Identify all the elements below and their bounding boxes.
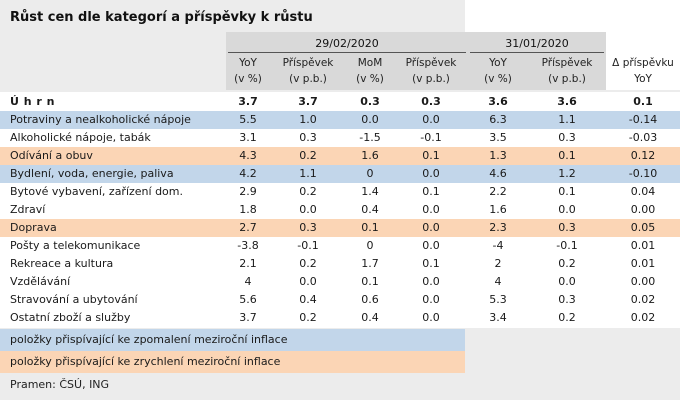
value-cell: -3.8 [237, 239, 259, 252]
row-label: Pošty a telekomunikace [10, 239, 141, 252]
value-cell: 0.1 [422, 149, 440, 162]
value-cell: 0.1 [422, 185, 440, 198]
value-cell: 0.0 [299, 275, 317, 288]
period-label-2: 31/01/2020 [505, 37, 569, 50]
value-cell: 0.0 [558, 203, 576, 216]
value-cell: 0.0 [422, 311, 440, 324]
value-cell: 0.4 [361, 311, 379, 324]
value-cell: -0.10 [628, 167, 658, 180]
table-row [0, 291, 680, 309]
value-cell: 0.0 [361, 113, 379, 126]
row-label: Ú h r n [10, 95, 56, 108]
value-cell: -0.1 [297, 239, 319, 252]
table-row [0, 147, 680, 165]
value-cell: 0.3 [421, 95, 441, 108]
value-cell: 1.1 [299, 167, 317, 180]
value-cell: 4.3 [239, 149, 257, 162]
value-cell: -0.14 [628, 113, 658, 126]
value-cell: 1.4 [361, 185, 379, 198]
row-label: Rekreace a kultura [10, 257, 114, 270]
value-cell: 1.3 [489, 149, 507, 162]
value-cell: 0.2 [299, 257, 317, 270]
value-cell: 4.2 [239, 167, 257, 180]
value-cell: 1.6 [361, 149, 379, 162]
column-header: Δ příspěvku YoY [612, 57, 674, 85]
value-cell: 0.0 [422, 113, 440, 126]
value-cell: 3.1 [239, 131, 257, 144]
value-cell: 3.5 [489, 131, 507, 144]
table-row [0, 183, 680, 201]
value-cell: 0.1 [558, 185, 576, 198]
value-cell: 1.1 [558, 113, 576, 126]
row-label: Ostatní zboží a služby [10, 311, 131, 324]
value-cell: -0.1 [556, 239, 578, 252]
value-cell: 0.3 [558, 293, 576, 306]
value-cell: 3.4 [489, 311, 507, 324]
value-cell: 0.1 [361, 275, 379, 288]
value-cell: 0.4 [299, 293, 317, 306]
value-cell: 0.0 [422, 275, 440, 288]
value-cell: -0.03 [628, 131, 658, 144]
value-cell: 1.7 [361, 257, 379, 270]
value-cell: 0.0 [422, 293, 440, 306]
value-cell: 1.0 [299, 113, 317, 126]
value-cell: -1.5 [359, 131, 381, 144]
value-cell: 0.2 [299, 185, 317, 198]
value-cell: 0.01 [630, 239, 656, 252]
value-cell: 2.1 [239, 257, 257, 270]
source-note: Pramen: ČSÚ, ING [10, 378, 110, 391]
value-cell: 5.3 [489, 293, 507, 306]
column-header: YoY (v %) [484, 57, 512, 85]
table-row [0, 237, 680, 255]
value-cell: 0.04 [630, 185, 656, 198]
value-cell: 3.7 [238, 95, 258, 108]
row-label: Doprava [10, 221, 57, 234]
row-label: Odívání a obuv [10, 149, 93, 162]
value-cell: 0.02 [630, 293, 656, 306]
value-cell: 0.3 [299, 131, 317, 144]
value-cell: 1.6 [489, 203, 507, 216]
row-label: Stravování a ubytování [10, 293, 138, 306]
table-row [0, 93, 680, 111]
column-header: Příspěvek (v p.b.) [282, 57, 334, 85]
value-cell: 5.5 [239, 113, 257, 126]
value-cell: 0.02 [630, 311, 656, 324]
value-cell: 0.0 [422, 239, 440, 252]
table-row [0, 165, 680, 183]
value-cell: 0.0 [299, 203, 317, 216]
period-divider-2 [470, 52, 604, 53]
value-cell: 2.9 [239, 185, 257, 198]
table-row [0, 111, 680, 129]
value-cell: 3.7 [239, 311, 257, 324]
legend-item: položky přispívající ke zpomalení meziroční inflace [0, 329, 465, 351]
value-cell: 4 [244, 275, 252, 288]
table-row [0, 129, 680, 147]
value-cell: 0.0 [558, 275, 576, 288]
value-cell: 0.05 [630, 221, 656, 234]
value-cell: 0.3 [360, 95, 380, 108]
table-row [0, 309, 680, 327]
value-cell: 6.3 [489, 113, 507, 126]
value-cell: 0.01 [630, 257, 656, 270]
value-cell: 0.2 [558, 257, 576, 270]
value-cell: 0.0 [422, 203, 440, 216]
value-cell: 1.8 [239, 203, 257, 216]
row-label: Bytové vybavení, zařízení dom. [10, 185, 183, 198]
value-cell: 0.0 [422, 167, 440, 180]
value-cell: 0.4 [361, 203, 379, 216]
table-row [0, 219, 680, 237]
value-cell: 0.1 [422, 257, 440, 270]
row-label: Bydlení, voda, energie, paliva [10, 167, 174, 180]
value-cell: 0 [366, 167, 374, 180]
value-cell: 0.00 [630, 275, 656, 288]
corner-blank [465, 0, 680, 32]
period-label-1: 29/02/2020 [315, 37, 379, 50]
value-cell: 0.3 [558, 131, 576, 144]
value-cell: 0.12 [630, 149, 656, 162]
value-cell: 0.1 [633, 95, 653, 108]
value-cell: 0.2 [299, 149, 317, 162]
value-cell: 0.00 [630, 203, 656, 216]
value-cell: 0.1 [558, 149, 576, 162]
legend-item: položky přispívající ke zrychlení meziroční inflace [0, 351, 465, 373]
value-cell: 1.2 [558, 167, 576, 180]
value-cell: 0.2 [299, 311, 317, 324]
value-cell: 3.6 [488, 95, 508, 108]
row-label: Alkoholické nápoje, tabák [10, 131, 151, 144]
value-cell: 2.7 [239, 221, 257, 234]
table-row [0, 255, 680, 273]
value-cell: 0 [366, 239, 374, 252]
value-cell: -4 [492, 239, 504, 252]
value-cell: 4.6 [489, 167, 507, 180]
table-row [0, 273, 680, 291]
value-cell: 0.3 [558, 221, 576, 234]
table-title: Růst cen dle kategorí a příspěvky k růstu [10, 10, 313, 25]
value-cell: -0.1 [420, 131, 442, 144]
value-cell: 4 [494, 275, 502, 288]
row-label: Potraviny a nealkoholické nápoje [10, 113, 191, 126]
period-divider-1 [228, 52, 466, 53]
table-row [0, 201, 680, 219]
value-cell: 0.3 [299, 221, 317, 234]
column-header: YoY (v %) [234, 57, 262, 85]
value-cell: 2.3 [489, 221, 507, 234]
row-label: Vzdělávání [10, 275, 71, 288]
value-cell: 0.1 [361, 221, 379, 234]
value-cell: 3.7 [298, 95, 318, 108]
value-cell: 3.6 [557, 95, 577, 108]
column-header: Příspěvek (v p.b.) [541, 57, 593, 85]
column-header: MoM (v %) [356, 57, 384, 85]
value-cell: 0.6 [361, 293, 379, 306]
value-cell: 2.2 [489, 185, 507, 198]
column-header: Příspěvek (v p.b.) [405, 57, 457, 85]
value-cell: 0.0 [422, 221, 440, 234]
row-label: Zdraví [10, 203, 46, 216]
value-cell: 0.2 [558, 311, 576, 324]
value-cell: 2 [494, 257, 502, 270]
value-cell: 5.6 [239, 293, 257, 306]
